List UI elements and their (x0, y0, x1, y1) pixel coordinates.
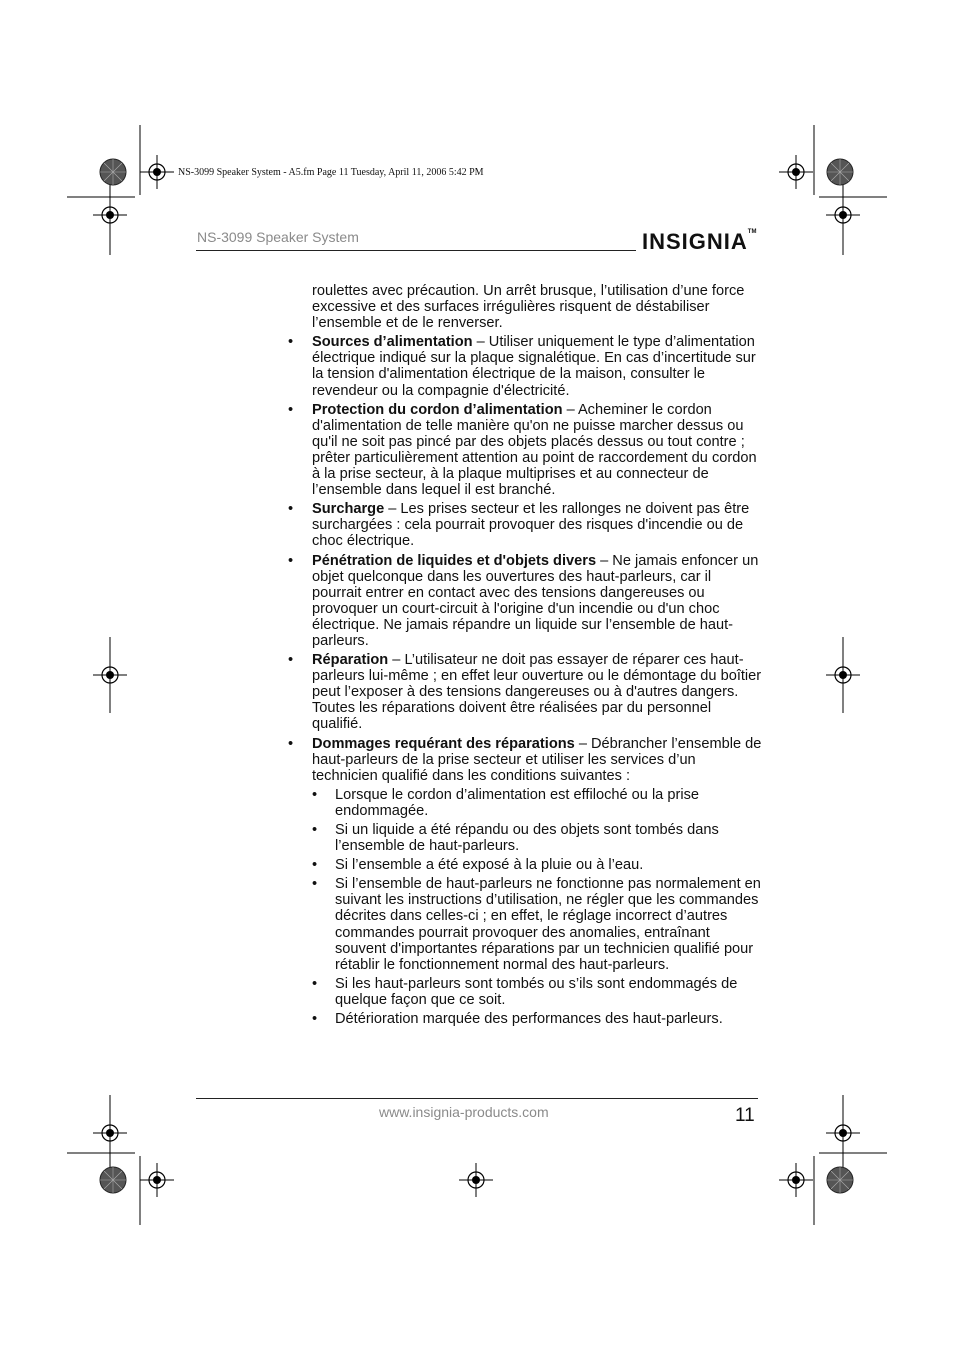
bullet-icon: • (288, 652, 294, 669)
list-item (288, 552, 762, 650)
item-text: – Les prises secteur et les rallonges ne doivent pas être surchargées : cela pourrait provoquer des risques d'incendie ou de choc électrique. (312, 501, 750, 550)
bullet-icon: • (312, 1011, 318, 1028)
item-text: – Débrancher l’ensemble de haut-parleurs de la prise secteur et utiliser les services d’un technicien qualifié dans les conditions suivantes : (312, 735, 762, 784)
item-lead: Dommages requérant des réparations (312, 735, 575, 752)
header-title: NS-3099 Speaker System (197, 229, 359, 245)
bullet-icon: • (312, 975, 318, 992)
item-lead: Sources d’alimentation (312, 334, 473, 351)
sub-list (312, 786, 762, 1028)
sub-item-text: Si l’ensemble de haut-parleurs ne fonctionne pas normalement en suivant les instructions d’utilisation, ne régler que les commandes décrites dans celles-ci ; en effet, le réglage incorrect d’autres commandes pourrait provoquer des anomalies, entraînant souvent d'importantes réparations par un technicien qualifié pour rétablir le fonctionnement normal des haut-parleurs. (335, 876, 761, 973)
bullet-icon: • (288, 401, 294, 418)
page-number: 11 (735, 1105, 755, 1126)
sub-item-text: Détérioration marquée des performances des haut-parleurs. (335, 1011, 723, 1028)
item-text: – Utiliser uniquement le type d’alimentation électrique indiqué sur la plaque signalétique. En cas d’incertitude sur la tension d'alimentation électrique de la maison, consulter le revendeur ou la compagnie d'électricité. (312, 334, 756, 399)
sub-item-text: Si l’ensemble a été exposé à la pluie ou à l’eau. (335, 857, 644, 874)
item-text: – Ne jamais enfoncer un objet quelconque dans les ouvertures des haut-parleurs, car il pourrait entrer en contact avec des tensions dangereuses ou provoquer un court-circuit à l'origine d'un incendie ou d'un choc électrique. Ne jamais répandre un liquide sur l’ensemble de haut-parleurs. (312, 552, 759, 649)
sub-item-text: Si un liquide a été répandu ou des objets sont tombés dans l’ensemble de haut-parleurs. (335, 822, 719, 855)
footer-url: www.insignia-products.com (379, 1104, 549, 1120)
sub-list-item (312, 975, 762, 1008)
bullet-icon: • (288, 334, 294, 351)
insignia-logo (642, 229, 756, 255)
sub-list-item (312, 876, 762, 973)
page-content (288, 283, 762, 1030)
item-lead: Réparation (312, 652, 389, 669)
intro-paragraph: roulettes avec précaution. Un arrêt brusque, l’utilisation d’une force excessive et des surfaces irrégulières risquent de déstabiliser l’ensemble et de le renverser. (312, 283, 745, 332)
logo-tm: TM (747, 229, 757, 235)
print-slug: NS-3099 Speaker System - A5.fm Page 11 Tuesday, April 11, 2006 5:42 PM (178, 167, 484, 178)
bullet-icon: • (312, 876, 318, 893)
sub-list-item (312, 786, 762, 819)
list-item (288, 401, 762, 499)
item-lead: Protection du cordon d’alimentation (312, 401, 563, 418)
sub-list-item (312, 1011, 762, 1028)
list-item (288, 501, 762, 550)
item-lead: Surcharge (312, 501, 385, 518)
sub-item-text: Si les haut-parleurs sont tombés ou s’ils sont endommagés de quelque façon que ce soit. (335, 975, 738, 1008)
bullet-icon: • (312, 857, 318, 874)
item-lead: Pénétration de liquides et d'objets divers (312, 552, 597, 569)
item-text: – L’utilisateur ne doit pas essayer de réparer ces haut-parleurs lui-même ; en effet leur ouverture ou le démontage du boîtier peut l’exposer à des tensions dangereuses ou à d'autres dangers. Toutes les réparations doivent être réalisées par du personnel qualifié. (312, 652, 762, 733)
sub-list-item (312, 822, 762, 855)
item-text: – Acheminer le cordon d'alimentation de telle manière qu'on ne puisse marcher dessus ou qu'il ne soit pas pincé par des objets placés dessus ou tout contre ; prêter particulièrement attention au point de raccordement du cordon à la prise secteur, à la plaque multiprises et au connecteur de l’ensemble dans lequel il est branché. (312, 401, 757, 499)
bullet-icon: • (288, 501, 294, 518)
list-item (288, 735, 762, 1028)
bullet-icon: • (288, 735, 294, 752)
header-rule (196, 250, 636, 251)
list-item (288, 334, 762, 399)
sub-list-item (312, 857, 762, 874)
footer-rule (196, 1098, 758, 1099)
list-item (288, 652, 762, 733)
sub-item-text: Lorsque le cordon d’alimentation est effiloché ou la prise endommagée. (335, 786, 699, 819)
logo-text: INSIGNIA (642, 229, 748, 254)
bullet-icon: • (312, 822, 318, 838)
bullet-icon: • (288, 552, 294, 569)
bullet-icon: • (312, 786, 318, 803)
